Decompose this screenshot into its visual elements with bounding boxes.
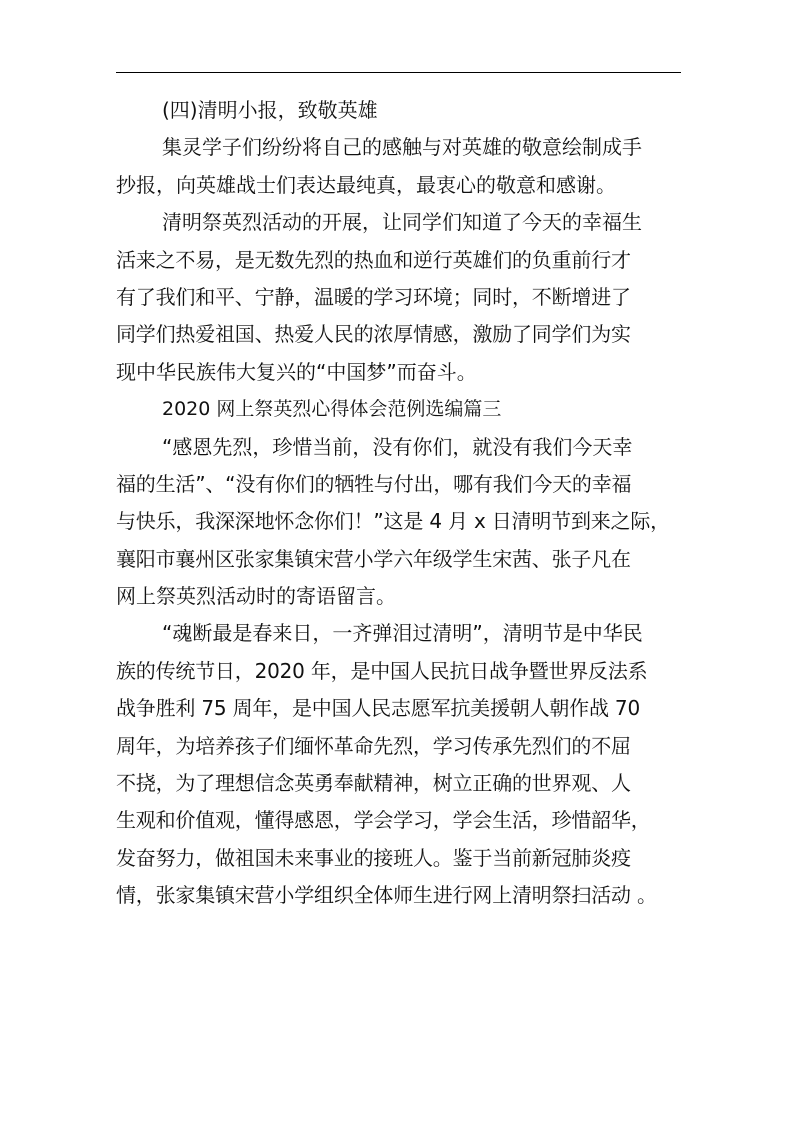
paragraph-line: “感恩先烈，珍惜当前，没有你们，就没有我们今天幸 [162, 434, 633, 459]
paragraph-line: 集灵学子们纷纷将自己的感触与对英雄的敬意绘制成手 [162, 135, 642, 160]
paragraph-line: “魂断最是春来日，一齐弹泪过清明”，清明节是中华民 [162, 621, 643, 646]
section-heading: (四)清明小报，致敬英雄 [162, 98, 378, 122]
article-subtitle: 2020 网上祭英烈心得体会范例选编篇三 [162, 398, 502, 421]
paragraph-line: 活来之不易，是无数先烈的热血和逆行英雄们的负重前行才 [116, 247, 631, 272]
paragraph-line: 发奋努力，做祖国未来事业的接班人。鉴于当前新冠肺炎疫 [116, 845, 631, 870]
paragraph-line: 网上祭英烈活动时的寄语留言。 [116, 584, 396, 609]
paragraph-line: 与快乐，我深深地怀念你们！”这是 4 月 x 日清明节到来之际， [116, 509, 670, 534]
paragraph-line: 不挠，为了理想信念英勇奉献精神，树立正确的世界观、人 [116, 771, 631, 796]
paragraph-line: 福的生活”、“没有你们的牺牲与付出，哪有我们今天的幸福 [116, 471, 632, 496]
paragraph-line: 襄阳市襄州区张家集镇宋营小学六年级学生宋茜、张子凡在 [116, 546, 631, 571]
paragraph-line: 抄报，向英雄战士们表达最纯真，最衷心的敬意和感谢。 [116, 172, 616, 197]
paragraph-line: 同学们热爱祖国、热爱人民的浓厚情感，激励了同学们为实 [116, 322, 631, 347]
paragraph-line: 清明祭英烈活动的开展，让同学们知道了今天的幸福生 [162, 210, 642, 235]
paragraph-line: 族的传统节日，2020 年，是中国人民抗日战争暨世界反法系 [116, 658, 648, 683]
paragraph-line: 有了我们和平、宁静，温暖的学习环境；同时，不断增进了 [116, 284, 631, 309]
document-body [116, 92, 681, 915]
paragraph-line: 情，张家集镇宋营小学组织全体师生进行网上清明祭扫活动 。 [116, 883, 657, 908]
paragraph-line: 现中华民族伟大复兴的“中国梦”而奋斗。 [116, 359, 477, 384]
paragraph-line: 战争胜利 75 周年，是中国人民志愿军抗美援朝人朝作战 70 [116, 696, 640, 721]
paragraph-line: 周年，为培养孩子们缅怀革命先烈，学习传承先烈们的不屈 [116, 733, 631, 758]
header-rule [116, 72, 681, 73]
paragraph-line: 生观和价值观，懂得感恩，学会学习，学会生活，珍惜韶华， [116, 808, 651, 833]
